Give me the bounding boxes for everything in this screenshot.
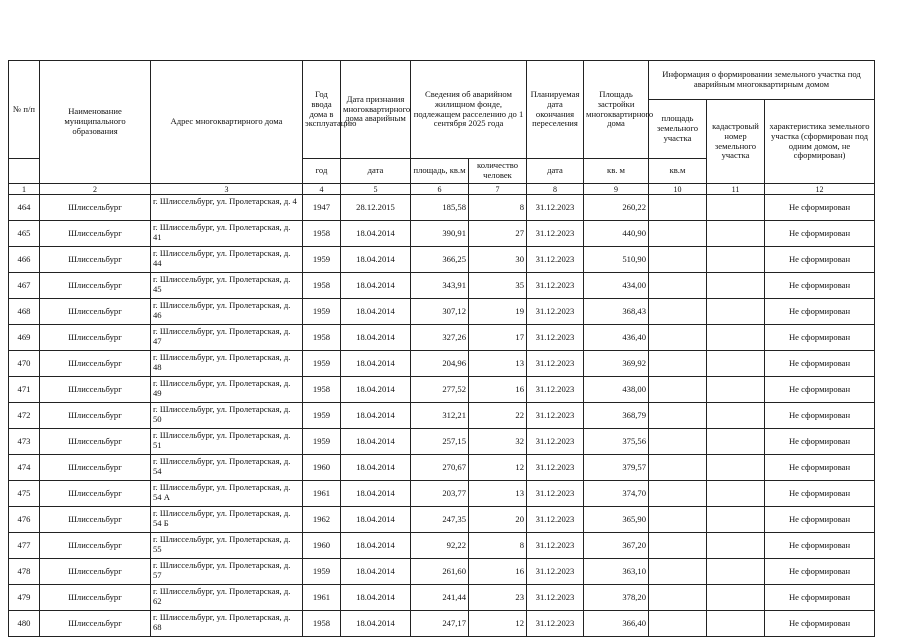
unit-plan-date: дата	[527, 159, 584, 184]
year-cell: 1961	[303, 585, 341, 611]
people-cell: 12	[469, 455, 527, 481]
planned-date-cell: 31.12.2023	[527, 533, 584, 559]
col-number: 11	[707, 184, 765, 195]
municipality-cell: Шлиссельбург	[40, 481, 151, 507]
status-cell: Не сформирован	[765, 533, 875, 559]
table-row	[9, 273, 875, 299]
row-number: 471	[9, 377, 40, 403]
land-area-cell	[649, 351, 707, 377]
municipality-cell: Шлиссельбург	[40, 455, 151, 481]
people-cell: 16	[469, 559, 527, 585]
municipality-cell: Шлиссельбург	[40, 195, 151, 221]
col-number: 5	[341, 184, 411, 195]
address-cell: г. Шлиссельбург, ул. Пролетарская, д. 57	[151, 559, 303, 585]
row-number: 472	[9, 403, 40, 429]
year-cell: 1959	[303, 299, 341, 325]
built-area-cell: 363,10	[584, 559, 649, 585]
people-cell: 22	[469, 403, 527, 429]
land-area-cell	[649, 273, 707, 299]
unit-people: количество человек	[469, 159, 527, 184]
people-cell: 20	[469, 507, 527, 533]
municipality-cell: Шлиссельбург	[40, 559, 151, 585]
area-cell: 343,91	[411, 273, 469, 299]
table-body	[9, 195, 875, 637]
municipality-cell: Шлиссельбург	[40, 221, 151, 247]
people-cell: 13	[469, 481, 527, 507]
table-row	[9, 403, 875, 429]
table-row	[9, 299, 875, 325]
built-area-cell: 438,00	[584, 377, 649, 403]
area-cell: 366,25	[411, 247, 469, 273]
address-cell: г. Шлиссельбург, ул. Пролетарская, д. 45	[151, 273, 303, 299]
year-cell: 1959	[303, 351, 341, 377]
status-cell: Не сформирован	[765, 195, 875, 221]
municipality-cell: Шлиссельбург	[40, 403, 151, 429]
land-area-cell	[649, 377, 707, 403]
emergency-date-cell: 18.04.2014	[341, 455, 411, 481]
area-cell: 390,91	[411, 221, 469, 247]
year-cell: 1961	[303, 481, 341, 507]
emergency-date-cell: 18.04.2014	[341, 585, 411, 611]
people-cell: 16	[469, 377, 527, 403]
people-cell: 32	[469, 429, 527, 455]
table-row	[9, 195, 875, 221]
address-cell: г. Шлиссельбург, ул. Пролетарская, д. 4	[151, 195, 303, 221]
year-cell: 1960	[303, 533, 341, 559]
cadastral-cell	[707, 377, 765, 403]
year-cell: 1962	[303, 507, 341, 533]
land-area-cell	[649, 481, 707, 507]
address-cell: г. Шлиссельбург, ул. Пролетарская, д. 47	[151, 325, 303, 351]
row-number: 470	[9, 351, 40, 377]
area-cell: 247,35	[411, 507, 469, 533]
cadastral-cell	[707, 403, 765, 429]
emergency-date-cell: 18.04.2014	[341, 507, 411, 533]
address-cell: г. Шлиссельбург, ул. Пролетарская, д. 62	[151, 585, 303, 611]
header-land-area: площадь земельного участка	[649, 100, 707, 159]
built-area-cell: 374,70	[584, 481, 649, 507]
emergency-date-cell: 18.04.2014	[341, 351, 411, 377]
area-cell: 247,17	[411, 611, 469, 637]
people-cell: 12	[469, 611, 527, 637]
col-number: 12	[765, 184, 875, 195]
built-area-cell: 375,56	[584, 429, 649, 455]
area-cell: 327,26	[411, 325, 469, 351]
cadastral-cell	[707, 429, 765, 455]
row-number: 473	[9, 429, 40, 455]
housing-table	[8, 60, 875, 637]
address-cell: г. Шлиссельбург, ул. Пролетарская, д. 68	[151, 611, 303, 637]
municipality-cell: Шлиссельбург	[40, 325, 151, 351]
planned-date-cell: 31.12.2023	[527, 481, 584, 507]
area-cell: 241,44	[411, 585, 469, 611]
year-cell: 1958	[303, 325, 341, 351]
cadastral-cell	[707, 221, 765, 247]
area-cell: 270,67	[411, 455, 469, 481]
address-cell: г. Шлиссельбург, ул. Пролетарская, д. 54	[151, 455, 303, 481]
table-row	[9, 533, 875, 559]
municipality-cell: Шлиссельбург	[40, 377, 151, 403]
planned-date-cell: 31.12.2023	[527, 429, 584, 455]
row-number: 474	[9, 455, 40, 481]
planned-date-cell: 31.12.2023	[527, 585, 584, 611]
land-area-cell	[649, 585, 707, 611]
cadastral-cell	[707, 455, 765, 481]
planned-date-cell: 31.12.2023	[527, 507, 584, 533]
emergency-date-cell: 18.04.2014	[341, 299, 411, 325]
built-area-cell: 440,90	[584, 221, 649, 247]
year-cell: 1958	[303, 221, 341, 247]
year-cell: 1947	[303, 195, 341, 221]
area-cell: 257,15	[411, 429, 469, 455]
emergency-date-cell: 18.04.2014	[341, 611, 411, 637]
municipality-cell: Шлиссельбург	[40, 585, 151, 611]
unit-date: дата	[341, 159, 411, 184]
header-municipality: Наименование муниципального образования	[40, 61, 151, 184]
emergency-date-cell: 18.04.2014	[341, 481, 411, 507]
table-row	[9, 429, 875, 455]
col-number: 6	[411, 184, 469, 195]
status-cell: Не сформирован	[765, 559, 875, 585]
header-fund: Сведения об аварийном жилищном фонде, подлежащем расселению до 1 сентября 2025 года	[411, 61, 527, 159]
header-n: № п/п	[9, 61, 40, 159]
table-header	[9, 61, 875, 195]
unit-area: площадь, кв.м	[411, 159, 469, 184]
area-cell: 204,96	[411, 351, 469, 377]
area-cell: 92,22	[411, 533, 469, 559]
address-cell: г. Шлиссельбург, ул. Пролетарская, д. 50	[151, 403, 303, 429]
status-cell: Не сформирован	[765, 611, 875, 637]
status-cell: Не сформирован	[765, 247, 875, 273]
built-area-cell: 365,90	[584, 507, 649, 533]
address-cell: г. Шлиссельбург, ул. Пролетарская, д. 54 Б	[151, 507, 303, 533]
table-row	[9, 377, 875, 403]
municipality-cell: Шлиссельбург	[40, 507, 151, 533]
header-year: Год ввода дома в эксплуатацию	[303, 61, 341, 159]
land-area-cell	[649, 559, 707, 585]
built-area-cell: 369,92	[584, 351, 649, 377]
row-number: 480	[9, 611, 40, 637]
emergency-date-cell: 18.04.2014	[341, 325, 411, 351]
people-cell: 23	[469, 585, 527, 611]
area-cell: 203,77	[411, 481, 469, 507]
address-cell: г. Шлиссельбург, ул. Пролетарская, д. 51	[151, 429, 303, 455]
table-row	[9, 455, 875, 481]
planned-date-cell: 31.12.2023	[527, 247, 584, 273]
header-cadastral: кадастровый номер земельного участка	[707, 100, 765, 184]
built-area-cell: 260,22	[584, 195, 649, 221]
status-cell: Не сформирован	[765, 403, 875, 429]
table-row	[9, 585, 875, 611]
status-cell: Не сформирован	[765, 273, 875, 299]
built-area-cell: 368,79	[584, 403, 649, 429]
status-cell: Не сформирован	[765, 455, 875, 481]
row-number: 475	[9, 481, 40, 507]
col-number: 3	[151, 184, 303, 195]
planned-date-cell: 31.12.2023	[527, 325, 584, 351]
address-cell: г. Шлиссельбург, ул. Пролетарская, д. 44	[151, 247, 303, 273]
built-area-cell: 378,20	[584, 585, 649, 611]
emergency-date-cell: 18.04.2014	[341, 221, 411, 247]
row-number: 466	[9, 247, 40, 273]
col-number: 4	[303, 184, 341, 195]
unit-built-sqm: кв. м	[584, 159, 649, 184]
row-number: 477	[9, 533, 40, 559]
cadastral-cell	[707, 273, 765, 299]
header-characteristic: характеристика земельного участка (сформирован под одним домом, не сформирован)	[765, 100, 875, 184]
land-area-cell	[649, 325, 707, 351]
people-cell: 17	[469, 325, 527, 351]
emergency-date-cell: 18.04.2014	[341, 559, 411, 585]
municipality-cell: Шлиссельбург	[40, 429, 151, 455]
planned-date-cell: 31.12.2023	[527, 351, 584, 377]
municipality-cell: Шлиссельбург	[40, 533, 151, 559]
planned-date-cell: 31.12.2023	[527, 559, 584, 585]
built-area-cell: 510,90	[584, 247, 649, 273]
people-cell: 30	[469, 247, 527, 273]
cadastral-cell	[707, 507, 765, 533]
built-area-cell: 434,00	[584, 273, 649, 299]
planned-date-cell: 31.12.2023	[527, 403, 584, 429]
header-address: Адрес многоквартирного дома	[151, 61, 303, 184]
planned-date-cell: 31.12.2023	[527, 455, 584, 481]
built-area-cell: 436,40	[584, 325, 649, 351]
land-area-cell	[649, 533, 707, 559]
built-area-cell: 367,20	[584, 533, 649, 559]
area-cell: 277,52	[411, 377, 469, 403]
planned-date-cell: 31.12.2023	[527, 377, 584, 403]
built-area-cell: 366,40	[584, 611, 649, 637]
col-number: 10	[649, 184, 707, 195]
land-area-cell	[649, 195, 707, 221]
area-cell: 185,58	[411, 195, 469, 221]
status-cell: Не сформирован	[765, 299, 875, 325]
cadastral-cell	[707, 247, 765, 273]
people-cell: 13	[469, 351, 527, 377]
cadastral-cell	[707, 195, 765, 221]
status-cell: Не сформирован	[765, 221, 875, 247]
cadastral-cell	[707, 611, 765, 637]
land-area-cell	[649, 507, 707, 533]
emergency-date-cell: 18.04.2014	[341, 403, 411, 429]
row-number: 464	[9, 195, 40, 221]
land-area-cell	[649, 299, 707, 325]
address-cell: г. Шлиссельбург, ул. Пролетарская, д. 46	[151, 299, 303, 325]
cadastral-cell	[707, 299, 765, 325]
year-cell: 1960	[303, 455, 341, 481]
people-cell: 27	[469, 221, 527, 247]
municipality-cell: Шлиссельбург	[40, 273, 151, 299]
land-area-cell	[649, 247, 707, 273]
area-cell: 307,12	[411, 299, 469, 325]
table-row	[9, 559, 875, 585]
row-number: 476	[9, 507, 40, 533]
status-cell: Не сформирован	[765, 351, 875, 377]
header-built-area: Площадь застройки многоквартирного дома	[584, 61, 649, 159]
people-cell: 35	[469, 273, 527, 299]
year-cell: 1959	[303, 559, 341, 585]
status-cell: Не сформирован	[765, 585, 875, 611]
address-cell: г. Шлиссельбург, ул. Пролетарская, д. 55	[151, 533, 303, 559]
emergency-date-cell: 18.04.2014	[341, 247, 411, 273]
emergency-date-cell: 28.12.2015	[341, 195, 411, 221]
planned-date-cell: 31.12.2023	[527, 273, 584, 299]
year-cell: 1958	[303, 273, 341, 299]
year-cell: 1958	[303, 611, 341, 637]
year-cell: 1958	[303, 377, 341, 403]
address-cell: г. Шлиссельбург, ул. Пролетарская, д. 48	[151, 351, 303, 377]
emergency-date-cell: 18.04.2014	[341, 429, 411, 455]
address-cell: г. Шлиссельбург, ул. Пролетарская, д. 49	[151, 377, 303, 403]
land-area-cell	[649, 221, 707, 247]
col-number: 7	[469, 184, 527, 195]
emergency-date-cell: 18.04.2014	[341, 377, 411, 403]
row-number: 465	[9, 221, 40, 247]
built-area-cell: 379,57	[584, 455, 649, 481]
cadastral-cell	[707, 585, 765, 611]
municipality-cell: Шлиссельбург	[40, 611, 151, 637]
unit-year: год	[303, 159, 341, 184]
cadastral-cell	[707, 533, 765, 559]
people-cell: 19	[469, 299, 527, 325]
address-cell: г. Шлиссельбург, ул. Пролетарская, д. 54 А	[151, 481, 303, 507]
table-row	[9, 351, 875, 377]
year-cell: 1959	[303, 403, 341, 429]
table-row	[9, 325, 875, 351]
cadastral-cell	[707, 325, 765, 351]
header-emergency-date: Дата признания многоквартирного дома аварийным	[341, 61, 411, 159]
col-number: 8	[527, 184, 584, 195]
status-cell: Не сформирован	[765, 377, 875, 403]
status-cell: Не сформирован	[765, 429, 875, 455]
municipality-cell: Шлиссельбург	[40, 351, 151, 377]
cadastral-cell	[707, 559, 765, 585]
cadastral-cell	[707, 351, 765, 377]
col-number: 9	[584, 184, 649, 195]
land-area-cell	[649, 611, 707, 637]
planned-date-cell: 31.12.2023	[527, 221, 584, 247]
emergency-date-cell: 18.04.2014	[341, 273, 411, 299]
row-number: 467	[9, 273, 40, 299]
table-row	[9, 247, 875, 273]
col-number: 1	[9, 184, 40, 195]
header-land: Информация о формировании земельного участка под аварийным многоквартирным домом	[649, 61, 875, 100]
table-row	[9, 221, 875, 247]
land-area-cell	[649, 429, 707, 455]
header-planned-date: Планируемая дата окончания переселения	[527, 61, 584, 159]
col-number: 2	[40, 184, 151, 195]
table-row	[9, 611, 875, 637]
municipality-cell: Шлиссельбург	[40, 247, 151, 273]
land-area-cell	[649, 403, 707, 429]
area-cell: 312,21	[411, 403, 469, 429]
land-area-cell	[649, 455, 707, 481]
unit-land-sqm: кв.м	[649, 159, 707, 184]
planned-date-cell: 31.12.2023	[527, 299, 584, 325]
header-n-blank	[9, 159, 40, 184]
year-cell: 1959	[303, 429, 341, 455]
status-cell: Не сформирован	[765, 325, 875, 351]
planned-date-cell: 31.12.2023	[527, 611, 584, 637]
cadastral-cell	[707, 481, 765, 507]
year-cell: 1959	[303, 247, 341, 273]
people-cell: 8	[469, 195, 527, 221]
row-number: 478	[9, 559, 40, 585]
row-number: 469	[9, 325, 40, 351]
table-row	[9, 481, 875, 507]
row-number: 468	[9, 299, 40, 325]
address-cell: г. Шлиссельбург, ул. Пролетарская, д. 41	[151, 221, 303, 247]
area-cell: 261,60	[411, 559, 469, 585]
row-number: 479	[9, 585, 40, 611]
status-cell: Не сформирован	[765, 507, 875, 533]
emergency-date-cell: 18.04.2014	[341, 533, 411, 559]
municipality-cell: Шлиссельбург	[40, 299, 151, 325]
status-cell: Не сформирован	[765, 481, 875, 507]
built-area-cell: 368,43	[584, 299, 649, 325]
people-cell: 8	[469, 533, 527, 559]
table-row	[9, 507, 875, 533]
planned-date-cell: 31.12.2023	[527, 195, 584, 221]
